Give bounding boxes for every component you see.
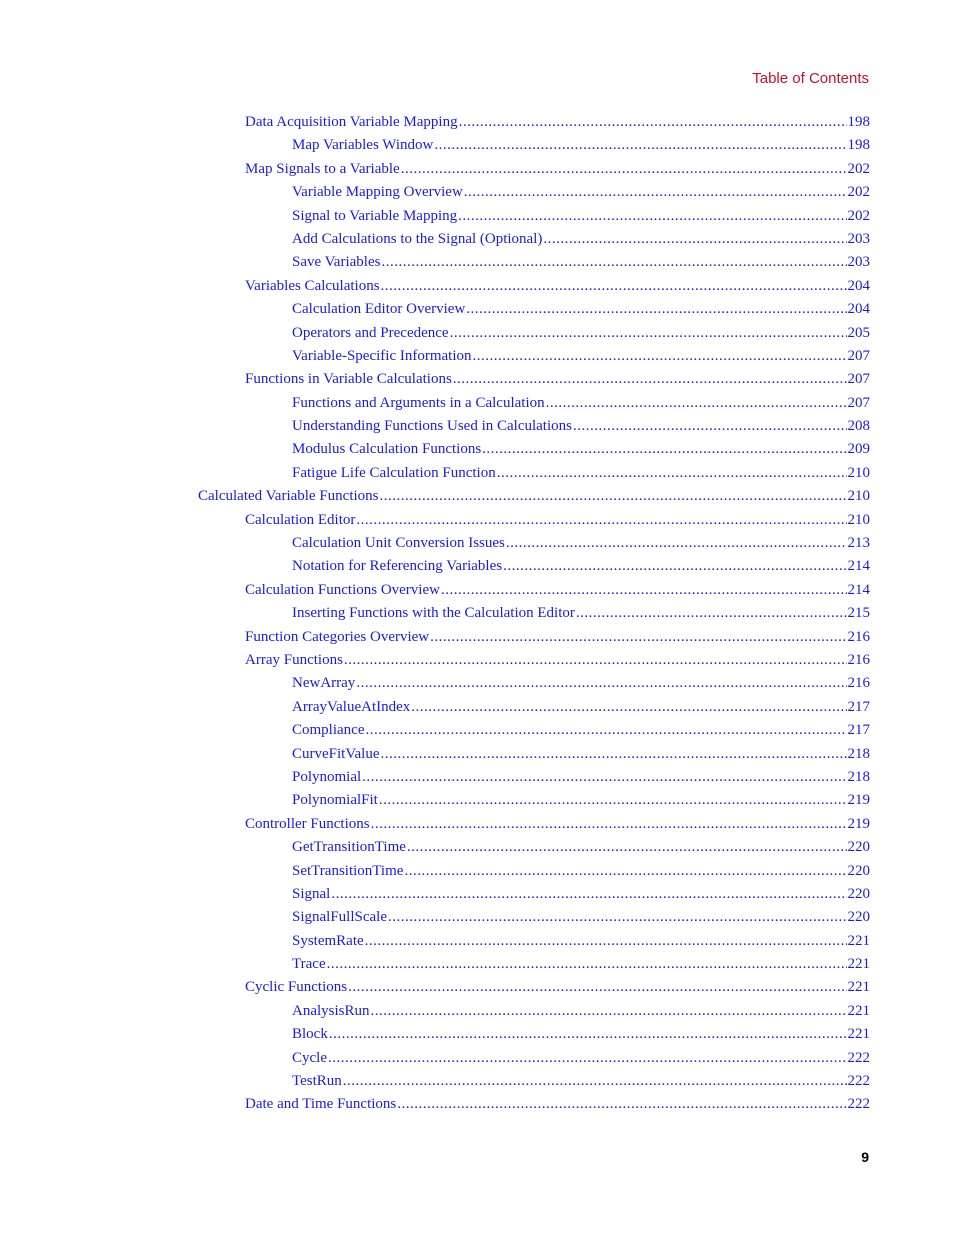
toc-entry-page: 216	[847, 628, 870, 645]
toc-entry-page: 203	[847, 254, 870, 271]
toc-entry-page: 219	[847, 792, 870, 809]
dot-leader	[328, 1048, 847, 1068]
toc-entry-page: 204	[847, 277, 870, 294]
toc-entry-page: 216	[847, 675, 870, 692]
toc-entry-title: Modulus Calculation Functions	[292, 441, 482, 458]
toc-entry[interactable]	[292, 767, 870, 790]
dot-leader	[573, 416, 847, 436]
dot-leader	[458, 206, 846, 226]
toc-entry[interactable]	[245, 580, 870, 603]
toc-entry-title: Calculation Editor Overview	[292, 301, 466, 318]
toc-entry-title: Date and Time Functions	[245, 1096, 397, 1113]
toc-entry-title: Functions and Arguments in a Calculation	[292, 394, 545, 411]
toc-entry-title: Operators and Precedence	[292, 324, 449, 341]
toc-entry-title: Cyclic Functions	[245, 979, 348, 996]
toc-entry-page: 221	[847, 1026, 870, 1043]
toc-entry[interactable]	[292, 299, 870, 322]
toc-entry[interactable]	[292, 720, 870, 743]
toc-entry[interactable]	[292, 182, 870, 205]
toc-entry[interactable]	[198, 486, 870, 509]
toc-entry-title: Map Signals to a Variable	[245, 160, 400, 177]
toc-entry-page: 208	[847, 418, 870, 435]
dot-leader	[397, 1094, 846, 1114]
toc-entry-title: Cycle	[292, 1049, 327, 1066]
dot-leader	[464, 182, 847, 202]
toc-entry-title: NewArray	[292, 675, 356, 692]
dot-leader	[473, 346, 847, 366]
toc-entry[interactable]	[292, 556, 870, 579]
toc-entry[interactable]	[292, 1071, 870, 1094]
dot-leader	[497, 463, 847, 483]
toc-entry-title: Function Categories Overview	[245, 628, 430, 645]
toc-entry-page: 210	[847, 464, 870, 481]
toc-entry-title: Compliance	[292, 722, 365, 739]
dot-leader	[453, 369, 847, 389]
dot-leader	[365, 720, 846, 740]
toc-entry[interactable]	[292, 416, 870, 439]
toc-entry-page: 221	[847, 932, 870, 949]
toc-entry[interactable]	[292, 1048, 870, 1071]
toc-entry-title: Calculation Editor	[245, 511, 356, 528]
toc-entry-title: TestRun	[292, 1073, 342, 1090]
dot-leader	[371, 814, 847, 834]
toc-entry[interactable]	[292, 790, 870, 813]
dot-leader	[466, 299, 846, 319]
dot-leader	[365, 931, 847, 951]
dot-leader	[348, 977, 846, 997]
toc-entry-page: 222	[847, 1096, 870, 1113]
toc-entry[interactable]	[292, 744, 870, 767]
toc-entry-page: 203	[847, 230, 870, 247]
toc-entry[interactable]	[292, 533, 870, 556]
toc-entry[interactable]	[292, 697, 870, 720]
dot-leader	[411, 697, 846, 717]
toc-entry-title: Variables Calculations	[245, 277, 380, 294]
toc-entry-page: 221	[847, 979, 870, 996]
toc-entry-title: Understanding Functions Used in Calculations	[292, 418, 572, 435]
toc-entry[interactable]	[292, 346, 870, 369]
toc-entry[interactable]	[245, 977, 870, 1000]
toc-entry-title: SignalFullScale	[292, 909, 387, 926]
toc-entry[interactable]	[245, 276, 870, 299]
dot-leader	[381, 252, 846, 272]
toc-entry-title: Array Functions	[245, 651, 343, 668]
toc-entry-page: 207	[847, 371, 870, 388]
toc-entry[interactable]	[292, 861, 870, 884]
toc-entry-page: 221	[847, 1002, 870, 1019]
toc-entry-title: Variable Mapping Overview	[292, 184, 463, 201]
running-header: Table of Contents	[752, 70, 869, 87]
table-of-contents	[0, 112, 870, 1118]
toc-entry[interactable]	[292, 954, 870, 977]
toc-entry-title: Calculation Unit Conversion Issues	[292, 535, 505, 552]
toc-entry[interactable]	[245, 112, 870, 135]
toc-entry-page: 219	[847, 815, 870, 832]
dot-leader	[381, 744, 847, 764]
toc-entry-page: 213	[847, 535, 870, 552]
toc-entry-page: 210	[847, 511, 870, 528]
toc-entry[interactable]	[292, 135, 870, 158]
dot-leader	[362, 767, 846, 787]
toc-entry-page: 204	[847, 301, 870, 318]
dot-leader	[343, 1071, 847, 1091]
toc-entry-page: 220	[847, 862, 870, 879]
toc-entry-page: 214	[847, 581, 870, 598]
toc-entry[interactable]	[245, 159, 870, 182]
toc-entry-page: 202	[847, 184, 870, 201]
toc-entry[interactable]	[292, 1001, 870, 1024]
toc-entry-page: 198	[847, 114, 870, 130]
toc-entry-page: 222	[847, 1049, 870, 1066]
toc-entry-page: 198	[847, 137, 870, 154]
toc-entry-page: 207	[847, 347, 870, 364]
toc-entry-page: 209	[847, 441, 870, 458]
dot-leader	[407, 837, 847, 857]
toc-entry-page: 216	[847, 651, 870, 668]
dot-leader	[450, 323, 847, 343]
toc-entry[interactable]	[292, 323, 870, 346]
toc-entry-title: AnalysisRun	[292, 1002, 370, 1019]
toc-entry-page: 215	[847, 605, 870, 622]
toc-entry-title: SetTransitionTime	[292, 862, 404, 879]
dot-leader	[327, 954, 847, 974]
toc-entry-title: Signal	[292, 885, 331, 902]
toc-entry-page: 218	[847, 745, 870, 762]
toc-entry-title: Controller Functions	[245, 815, 370, 832]
toc-entry[interactable]	[245, 510, 870, 533]
dot-leader	[356, 673, 846, 693]
toc-entry[interactable]	[292, 463, 870, 486]
toc-entry[interactable]	[245, 369, 870, 392]
dot-leader	[506, 533, 847, 553]
dot-leader	[546, 393, 847, 413]
toc-entry[interactable]	[292, 1024, 870, 1047]
toc-entry-title: CurveFitValue	[292, 745, 380, 762]
dot-leader	[441, 580, 847, 600]
toc-entry-page: 217	[847, 698, 870, 715]
toc-entry-title: Add Calculations to the Signal (Optional)	[292, 230, 543, 247]
toc-entry[interactable]	[292, 884, 870, 907]
toc-entry-page: 222	[847, 1073, 870, 1090]
toc-entry-page: 217	[847, 722, 870, 739]
dot-leader	[331, 884, 846, 904]
toc-entry-title: Trace	[292, 956, 326, 973]
toc-entry-page: 220	[847, 885, 870, 902]
dot-leader	[344, 650, 847, 670]
toc-entry-page: 218	[847, 768, 870, 785]
toc-entry-title: Polynomial	[292, 768, 362, 785]
dot-leader	[430, 627, 846, 647]
toc-entry-title: Signal to Variable Mapping	[292, 207, 458, 224]
toc-entry-page: 202	[847, 207, 870, 224]
toc-entry-title: Save Variables	[292, 254, 381, 271]
toc-entry[interactable]	[292, 931, 870, 954]
toc-entry-page: 214	[847, 558, 870, 575]
dot-leader	[459, 112, 847, 132]
dot-leader	[482, 439, 846, 459]
dot-leader	[381, 276, 847, 296]
toc-entry[interactable]	[292, 439, 870, 462]
page-number: 9	[861, 1149, 869, 1165]
toc-entry-title: Calculated Variable Functions	[198, 488, 379, 505]
toc-entry-title: Functions in Variable Calculations	[245, 371, 452, 388]
toc-entry[interactable]	[292, 229, 870, 252]
toc-entry[interactable]	[292, 393, 870, 416]
dot-leader	[388, 907, 847, 927]
toc-entry-title: ArrayValueAtIndex	[292, 698, 411, 715]
dot-leader	[576, 603, 847, 623]
toc-entry-title: Calculation Functions Overview	[245, 581, 440, 598]
toc-entry[interactable]	[245, 1094, 870, 1117]
toc-entry-title: Inserting Functions with the Calculation Editor	[292, 605, 575, 622]
dot-leader	[356, 510, 846, 530]
toc-entry-title: Notation for Referencing Variables	[292, 558, 503, 575]
toc-entry-page: 220	[847, 909, 870, 926]
dot-leader	[543, 229, 846, 249]
toc-entry-page: 221	[847, 956, 870, 973]
dot-leader	[434, 135, 846, 155]
dot-leader	[379, 790, 847, 810]
toc-entry[interactable]	[245, 650, 870, 673]
toc-entry[interactable]	[245, 627, 870, 650]
toc-entry-page: 205	[847, 324, 870, 341]
toc-entry-page: 220	[847, 839, 870, 856]
toc-entry-title: GetTransitionTime	[292, 839, 406, 856]
toc-entry[interactable]	[292, 907, 870, 930]
toc-entry-page: 207	[847, 394, 870, 411]
toc-entry-title: SystemRate	[292, 932, 364, 949]
toc-entry[interactable]	[245, 814, 870, 837]
toc-entry[interactable]	[292, 603, 870, 626]
dot-leader	[371, 1001, 847, 1021]
toc-entry-page: 202	[847, 160, 870, 177]
toc-entry[interactable]	[292, 206, 870, 229]
toc-entry-title: PolynomialFit	[292, 792, 378, 809]
toc-entry[interactable]	[292, 837, 870, 860]
toc-entry-page: 210	[847, 488, 870, 505]
dot-leader	[380, 486, 847, 506]
dot-leader	[503, 556, 846, 576]
toc-entry-title: Map Variables Window	[292, 137, 434, 154]
toc-entry-title: Block	[292, 1026, 328, 1043]
toc-entry-title: Data Acquisition Variable Mapping	[245, 114, 458, 130]
dot-leader	[401, 159, 847, 179]
toc-entry[interactable]	[292, 252, 870, 275]
toc-entry-title: Variable-Specific Information	[292, 347, 472, 364]
toc-entry-title: Fatigue Life Calculation Function	[292, 464, 496, 481]
dot-leader	[329, 1024, 847, 1044]
dot-leader	[404, 861, 846, 881]
toc-entry[interactable]	[292, 673, 870, 696]
